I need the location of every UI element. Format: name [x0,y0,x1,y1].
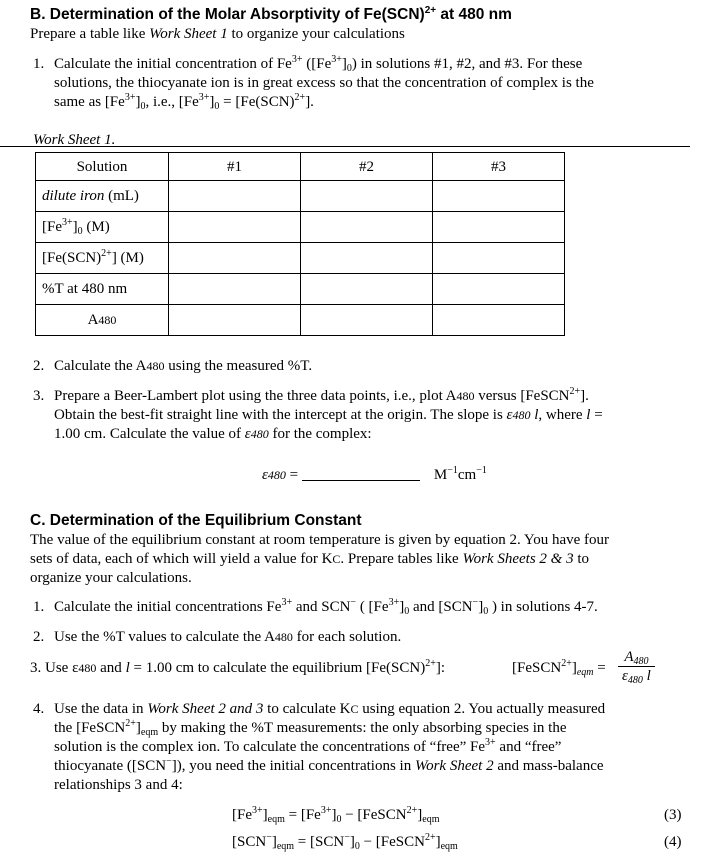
c-item-4-line-5: relationships 3 and 4: [54,777,183,793]
table-cell[interactable] [433,274,565,305]
table-row [36,274,565,305]
table-cell[interactable] [301,181,433,212]
row-label-dilute-iron: dilute iron (mL) [36,181,169,212]
item-3-line-1: Prepare a Beer-Lambert plot using the three data points, i.e., plot A480 versus [FeSCN$^{2+}$]. [54,386,589,404]
table-header-col-1: #1 [169,153,301,181]
c-item-1-number: 1. [33,599,45,615]
c-item-4-number: 4. [33,701,45,717]
table-cell[interactable] [301,274,433,305]
equation-4: $[SCN^-]_{eqm} = [SCN^-]_0$ − $[FeSCN^{2+}]_{eqm}$ [232,832,458,852]
worksheet-1-table [35,152,565,336]
section-c-para-1: The value of the equilibrium constant at room temperature is given by equation 2. You have four [30,532,610,548]
c-item-1-text: Calculate the initial concentrations $Fe^{3+}$ and SCN− ( $[Fe^{3+}]_0$ and $[SCN^-]_0$ ) in solutions 4-7. [54,597,598,617]
item-2-number: 2. [33,358,45,374]
worksheet-1-title: Work Sheet 1. [33,132,116,148]
row-label-complex: [Fe(SCN)$^{2+}$] (M) [36,243,169,274]
row-label-percent-t: %T at 480 nm [36,274,169,305]
item-3-line-3: 1.00 cm. Calculate the value of ε480 for the complex: [54,426,372,442]
item-2-text: Calculate the A480 using the measured %T. [54,358,313,374]
equation-3-number: (3) [664,807,682,823]
row-label-fe-initial: $[Fe^{3+}]_0$ (M) [36,212,169,243]
table-cell[interactable] [433,212,565,243]
table-cell[interactable] [301,305,433,336]
table-cell[interactable] [433,305,565,336]
table-row [36,181,565,212]
epsilon-answer-line: $\varepsilon 480 = M^{-1}cm^{-1}$ [262,465,487,483]
equation-4-number: (4) [664,834,682,850]
table-cell[interactable] [169,305,301,336]
table-header-solution: Solution [36,153,169,181]
table-header-col-2: #2 [301,153,433,181]
row-label-absorbance: A480 [36,305,169,336]
section-b-title: B. Determination of the Molar Absorptivity of Fe(SCN)$^{2+}$ at 480 nm [30,5,512,23]
item-3-line-2: Obtain the best-fit straight line with the intercept at the origin. The slope is ε480 l, where l = [54,407,603,423]
table-cell[interactable] [169,212,301,243]
c-item-3-equation-lhs: $[FeSCN^{2+}]_{eqm}$ = [512,658,606,678]
table-cell[interactable] [301,243,433,274]
c-item-4-line-1: Use the data in Work Sheet 2 and 3 to calculate KC using equation 2. You actually measured [54,701,606,717]
item-3-number: 3. [33,388,45,404]
table-header-col-3: #3 [433,153,565,181]
table-row [36,243,565,274]
table-cell[interactable] [301,212,433,243]
table-row [36,153,565,181]
item-1-line-2: solutions, the thiocyanate ion is in great excess so that the concentration of complex is the [54,75,594,91]
item-1-number: 1. [33,56,45,72]
absorptivity-fraction [618,648,655,685]
c-item-4-line-3: solution is the complex ion. To calculate the concentrations of “free” $Fe^{3+}$ and “free” [54,737,562,755]
item-1-line-3: same as $[Fe^{3+}]_0$, i.e., $[Fe^{3+}]_0 = [Fe(SCN)^{2+}]$. [54,92,314,112]
section-c-para-3: organize your calculations. [30,570,192,586]
fraction-denominator: $\varepsilon_{480}$ l [622,668,651,686]
table-cell[interactable] [433,181,565,212]
c-item-4-line-2: the $[FeSCN^{2+}]_{eqm}$ by making the %T measurements: the only absorbing species in the [54,718,567,738]
table-row [36,305,565,336]
answer-blank[interactable] [302,466,420,481]
fraction-numerator: $A_{480}$ [618,648,655,667]
c-item-4-line-4: thiocyanate ([SCN−]), you need the initial concentrations in Work Sheet 2 and mass-balance [54,756,604,774]
table-row [36,212,565,243]
section-b-intro: Prepare a table like Work Sheet 1 to organize your calculations [30,26,405,42]
worksheet-divider [0,146,690,147]
item-1-line-1: Calculate the initial concentration of $Fe^{3+}$ $([Fe^{3+}]_0)$ in solutions #1, #2, and #3. For these [54,54,583,74]
table-cell[interactable] [169,274,301,305]
table-cell[interactable] [433,243,565,274]
c-item-2-number: 2. [33,629,45,645]
table-cell[interactable] [169,243,301,274]
section-c-title: C. Determination of the Equilibrium Constant [30,512,362,529]
c-item-2-text: Use the %T values to calculate the A480 for each solution. [54,629,402,645]
table-cell[interactable] [169,181,301,212]
section-c-para-2: sets of data, each of which will yield a value for KC. Prepare tables like Work Sheets 2 & 3 to [30,551,589,567]
equation-3: $[Fe^{3+}]_{eqm} = [Fe^{3+}]_0$ − $[FeSCN^{2+}]_{eqm}$ [232,805,440,825]
c-item-3-text: 3. Use ε480 and l = 1.00 cm to calculate the equilibrium [Fe(SCN)$^{2+}$]: [30,658,446,676]
